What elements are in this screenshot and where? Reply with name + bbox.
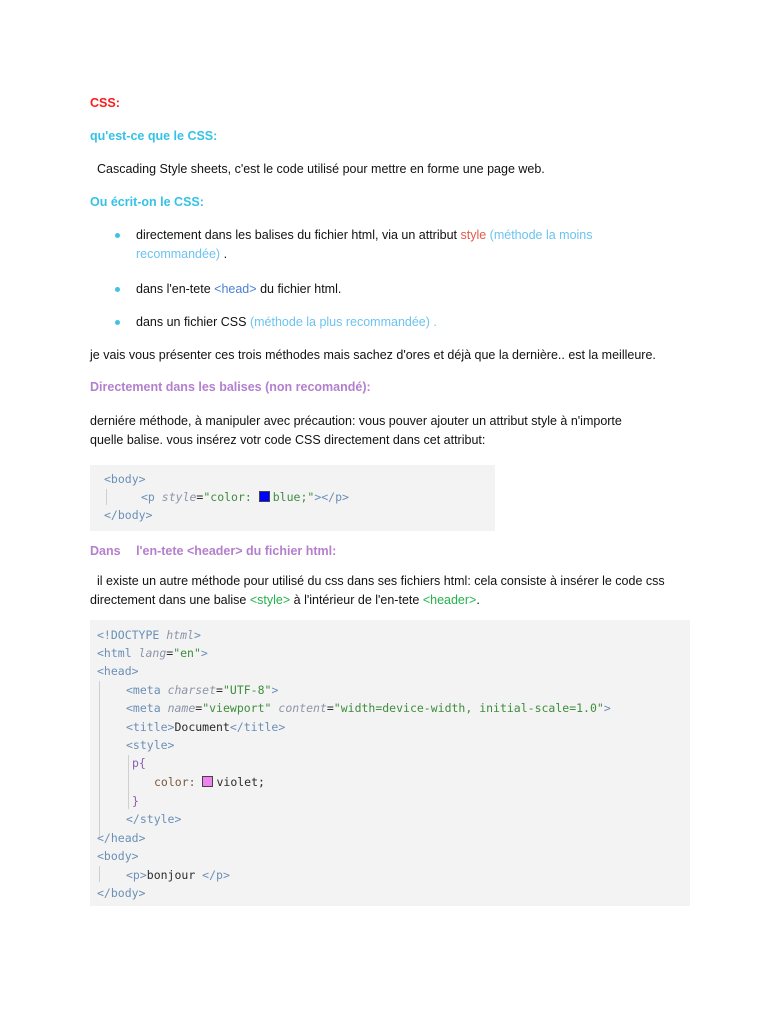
code-line-2: [141, 488, 349, 506]
code-token: </head>: [97, 831, 146, 845]
code-line-style-close: [126, 810, 181, 828]
code-token: ></p>: [314, 490, 349, 504]
code-token: </title>: [229, 720, 286, 734]
code-line-1: [104, 470, 146, 488]
code-token: >: [603, 701, 611, 715]
indent-guide: [106, 489, 107, 505]
indent-guide: [128, 755, 129, 809]
bullet-inline-style-text: directement dans les balises du fichier html, via un attribut: [136, 228, 457, 242]
bullet-head: [136, 280, 341, 299]
code-line-head-open: [97, 662, 139, 680]
heading-header-method-b: l'en-tete <header> du fichier html:: [136, 544, 337, 558]
header-method-line2-end: .: [476, 593, 480, 607]
code-token: =: [216, 683, 223, 697]
code-token: <head>: [97, 664, 139, 678]
bullet-css-file: [136, 313, 437, 332]
code-token: <html: [97, 646, 132, 660]
code-token: "width=device-width, initial-scale=1.0": [333, 701, 604, 715]
code-token: color:: [154, 775, 196, 789]
code-line-p: [126, 866, 230, 884]
heading-header-method-a: Dans: [90, 544, 121, 558]
code-token: "UTF-8": [222, 683, 272, 697]
code-token: p{: [132, 756, 146, 770]
color-swatch-blue: [259, 491, 270, 502]
code-token: <meta: [126, 701, 161, 715]
indent-guide: [99, 681, 100, 838]
code-token: <meta: [126, 683, 161, 697]
bullet-head-after: du fichier html.: [260, 282, 342, 296]
code-line-body-open: [97, 847, 139, 865]
header-method-line2b: à l'intérieur de l'en-tete: [293, 593, 420, 607]
heading-header-method: [90, 544, 336, 558]
indent-guide: [99, 866, 100, 882]
header-tag-text: <header>: [422, 593, 477, 607]
code-line-style-open: [126, 736, 174, 754]
summary-text: je vais vous présenter ces trois méthodes mais sachez d'ores et déjà que la dernière.. est la meilleure.: [90, 348, 656, 362]
code-token: lang: [138, 646, 167, 660]
header-method-line1: il existe un autre méthode pour utilisé du css dans ses fichiers html: cela consiste à insérer le code css: [97, 574, 665, 588]
code-token: >: [200, 646, 208, 660]
code-token: ": [307, 490, 315, 504]
code-line-doctype: [97, 626, 201, 644]
css-title: CSS:: [90, 96, 120, 110]
bullet-dot: [115, 320, 120, 325]
heading-where-css: Ou écrit-on le CSS:: [90, 195, 204, 209]
header-method-text: [90, 572, 690, 610]
code-token: <p>: [126, 868, 147, 882]
code-token: <body>: [97, 849, 139, 863]
code-token: =: [195, 701, 203, 715]
heading-what-is-css: qu'est-ce que le CSS:: [90, 129, 218, 143]
code-token: =: [326, 701, 334, 715]
bullet-dot: [115, 287, 120, 292]
code-token: >: [193, 628, 201, 642]
code-token: name: [167, 701, 196, 715]
bullet-head-before: dans l'en-tete: [136, 282, 211, 296]
bullet-css-file-before: dans un fichier CSS: [136, 315, 247, 329]
code-token: >: [271, 683, 279, 697]
code-token: html: [166, 628, 194, 642]
code-token: Document: [174, 720, 230, 734]
color-swatch-violet: [202, 776, 213, 787]
css-definition-text: Cascading Style sheets, c'est le code utilisé pour mettre en forme une page web.: [97, 162, 545, 176]
code-token: <p: [141, 490, 155, 504]
code-line-head-close: [97, 829, 145, 847]
code-token: <body>: [104, 472, 146, 486]
code-token: </style>: [126, 812, 182, 826]
code-token: <title>: [126, 720, 175, 734]
note-most-recommended: (méthode la plus recommandée) .: [249, 315, 437, 329]
code-token: charset: [167, 683, 217, 697]
style-tag-text: <style>: [249, 593, 291, 607]
head-tag-text: <head>: [214, 282, 257, 296]
code-token: =: [166, 646, 174, 660]
code-line-meta-viewport: [126, 699, 611, 717]
inline-method-line2: quelle balise. vous insérez votr code CSS directement dans cet attribut:: [90, 433, 486, 447]
code-line-meta-charset: [126, 681, 278, 699]
code-token: blue;: [272, 490, 308, 504]
code-block-html: [90, 620, 690, 906]
inline-method-line1: derniére méthode, à manipuler avec précaution: vous pouver ajouter un attribut style à n'importe: [90, 414, 622, 428]
note-least-recommended-cont: recommandée): [136, 247, 221, 261]
code-token: violet;: [216, 775, 265, 789]
code-line-body-close: [97, 884, 145, 902]
code-token: }: [132, 794, 139, 808]
code-token: <!DOCTYPE: [97, 628, 160, 642]
bullet-inline-style-end: .: [223, 247, 228, 261]
code-token: <style>: [126, 738, 175, 752]
code-token: "viewport": [202, 701, 272, 715]
code-token: </body>: [97, 886, 146, 900]
code-token: =: [196, 490, 204, 504]
code-token: style: [161, 490, 197, 504]
code-token: "color:: [203, 490, 259, 504]
code-block-inline: [90, 465, 495, 531]
note-least-recommended: (méthode la moins: [489, 228, 593, 242]
code-token: bonjour: [146, 868, 203, 882]
code-token: content: [278, 701, 327, 715]
code-line-color-prop: [154, 773, 265, 791]
code-token: </body>: [104, 508, 153, 522]
inline-method-text: [90, 412, 670, 450]
code-line-title: [126, 718, 285, 736]
code-token: </p>: [202, 868, 230, 882]
code-line-3: [104, 506, 152, 524]
heading-inline-method: Directement dans les balises (non recomandé):: [90, 380, 371, 394]
bullet-dot: [115, 233, 120, 238]
bullet-inline-style: [136, 226, 656, 264]
code-line-selector: [132, 754, 146, 772]
header-method-line2a: directement dans une balise: [90, 593, 247, 607]
code-line-html: [97, 644, 208, 662]
code-line-brace-close: [132, 792, 139, 810]
code-token: "en": [173, 646, 201, 660]
style-keyword: style: [460, 228, 487, 242]
